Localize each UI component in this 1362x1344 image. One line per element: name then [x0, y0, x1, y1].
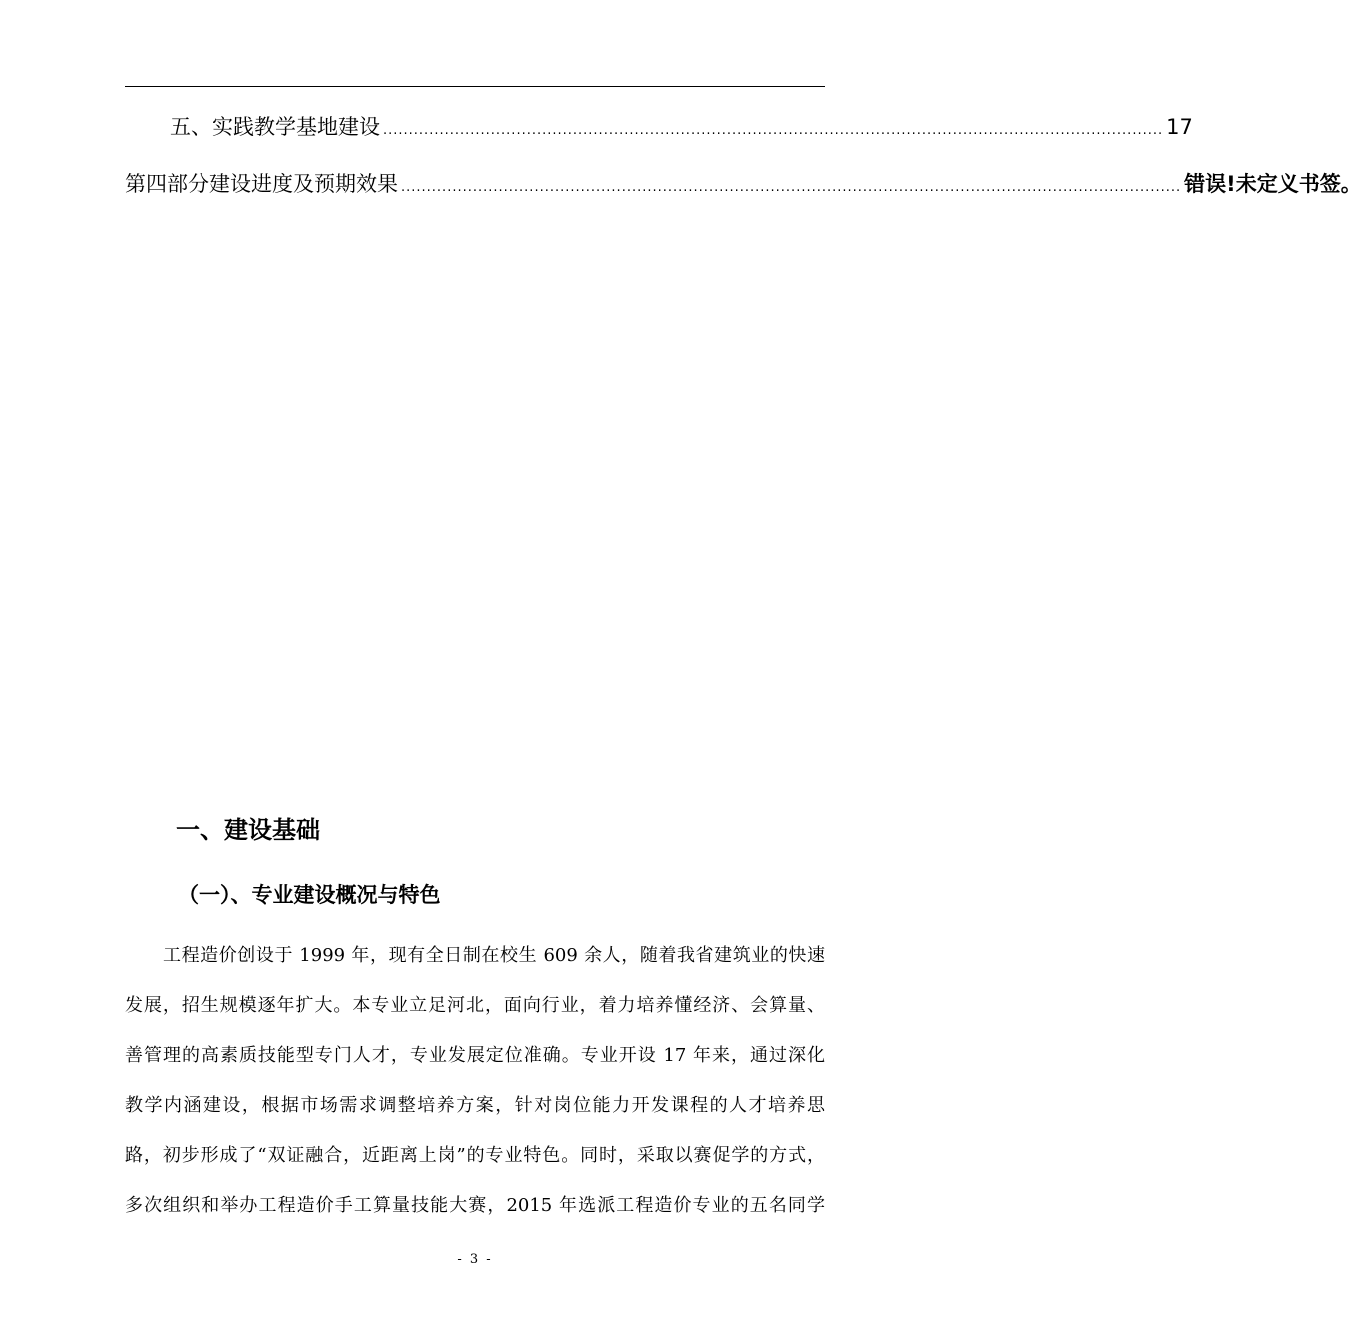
section-heading: 一、建设基础 — [176, 816, 320, 844]
toc-entry-page: 17 — [1166, 115, 1193, 139]
header-rule — [125, 86, 825, 87]
toc-leader-dots: ........................................................................................................................................................ — [401, 180, 1182, 195]
toc-entry-title: 五、实践教学基地建设 — [170, 115, 380, 139]
toc-entry-practice-base[interactable] — [170, 112, 1193, 146]
toc-entry-part-four[interactable] — [125, 169, 1362, 203]
page-number: - 3 - — [457, 1252, 493, 1267]
toc-entry-part: 第四部分 — [125, 172, 209, 196]
body-line: 善管理的高素质技能型专门人才，专业发展定位准确。专业开设 17 年来，通过深化 — [125, 1045, 825, 1066]
body-line: 多次组织和举办工程造价手工算量技能大赛，2015 年选派工程造价专业的五名同学 — [125, 1195, 825, 1216]
body-line: 发展，招生规模逐年扩大。本专业立足河北，面向行业，着力培养懂经济、会算量、 — [125, 995, 825, 1016]
subsection-heading: （一）、专业建设概况与特色 — [178, 883, 441, 907]
body-line: 工程造价创设于 1999 年，现有全日制在校生 609 余人，随着我省建筑业的快速 — [163, 945, 825, 966]
toc-entry-title: 建设进度及预期效果 — [209, 172, 398, 196]
toc-entry-page-error: 错误!未定义书签。 — [1184, 172, 1362, 196]
body-line: 路，初步形成了“双证融合，近距离上岗”的专业特色。同时，采取以赛促学的方式， — [125, 1145, 825, 1166]
toc-leader-dots: ........................................................................................................................................................ — [383, 123, 1164, 138]
body-line: 教学内涵建设，根据市场需求调整培养方案，针对岗位能力开发课程的人才培养思 — [125, 1095, 825, 1116]
